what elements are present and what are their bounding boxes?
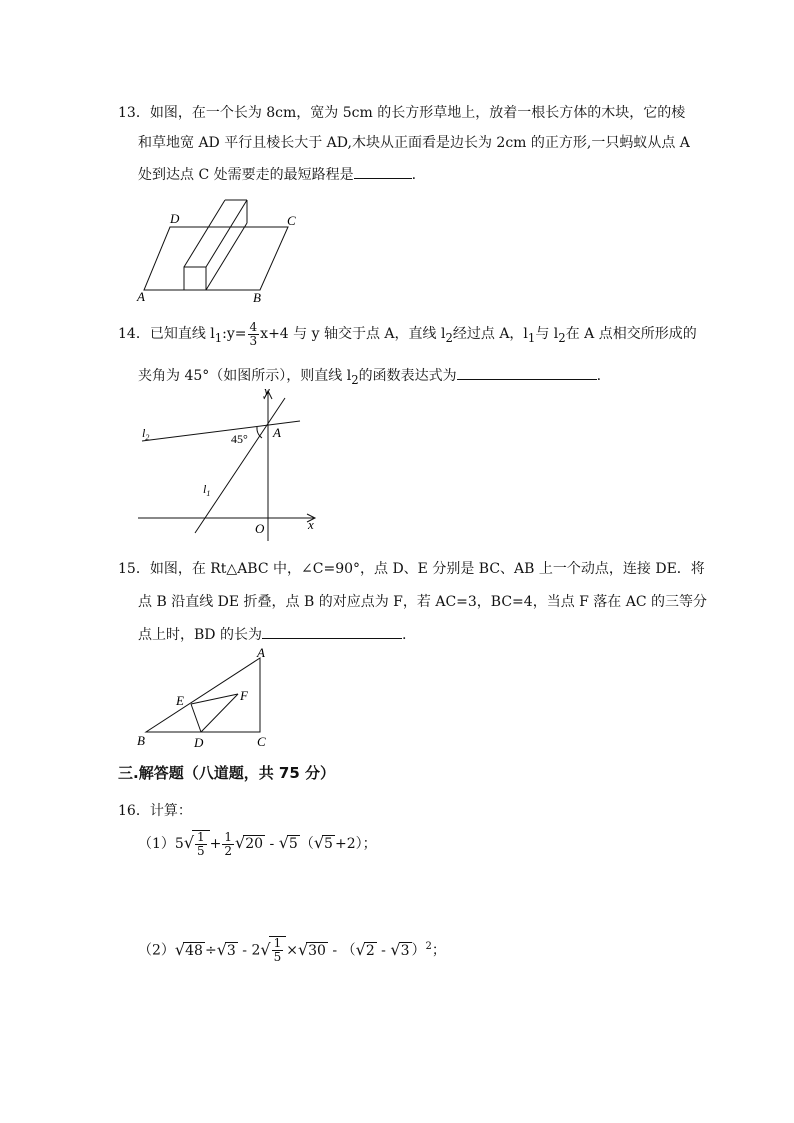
sqrt-icon: √ [355, 939, 366, 959]
q14-l2-sub: 2 [145, 433, 150, 442]
q13-end: . [411, 167, 417, 183]
q14-l2-letter: l [142, 426, 146, 440]
q15-label-e: E [176, 693, 184, 708]
q16-p2-r3: 3 [226, 942, 236, 959]
q16-p1-r20: 20 [245, 836, 264, 852]
q14-end: . [596, 368, 602, 384]
q14-angle-label: 45° [231, 432, 248, 446]
q14-figure [135, 383, 325, 543]
q13-label-c: C [287, 213, 296, 228]
q16-part-1 [138, 826, 377, 861]
q16-p1-half-den: 2 [224, 843, 233, 858]
sqrt-icon: √ [235, 833, 246, 852]
sqrt-icon: √ [313, 833, 325, 852]
q14-text-e: 与 l [535, 326, 559, 342]
q14-label-a: A [273, 425, 281, 440]
q14-text-c: x+4 与 y 轴交于点 A，直线 l [260, 326, 446, 342]
q15-line-3-text: 点上时，BD 的长为 [138, 627, 262, 643]
sqrt-icon: √ [260, 939, 271, 959]
q14-sub-5: 2 [351, 372, 359, 387]
q14-frac-den: 3 [249, 333, 258, 348]
section-3-heading: 三.解答题（八道题，共 75 分） [118, 764, 336, 782]
q15-label-b: B [137, 733, 145, 748]
q15-answer-blank[interactable] [262, 623, 402, 639]
q15-line-1: 15．如图，在 Rt△ABC 中，∠C=90°，点 D、E 分别是 BC、AB 上一个动点，连接 DE．将 [118, 561, 705, 577]
q15-line-2: 点 B 沿直线 DE 折叠，点 B 的对应点为 F，若 AC=3，BC=4，当点 F 落在 AC 的三等分 [138, 594, 708, 610]
q14-l1-letter: l [203, 482, 207, 496]
q16-p2-frac-den: 5 [273, 950, 282, 965]
q14-answer-blank[interactable] [457, 364, 597, 380]
q16-p1-half-num: 1 [224, 829, 233, 844]
q14-text-g: 夹角为 45°（如图所示），则直线 l [138, 368, 352, 384]
q14-fraction [248, 321, 260, 348]
q16-p1-open: （ [299, 836, 314, 852]
q16-p2-r48: 48 [185, 942, 203, 959]
q16-title: 16．计算： [118, 803, 192, 819]
q16-p1-r5b: 5 [324, 836, 333, 852]
sqrt-icon: √ [297, 939, 309, 959]
q15-end: . [401, 627, 407, 643]
q16-p1-frac-den: 5 [197, 843, 205, 858]
q14-label-l2 [142, 426, 149, 442]
q13-line-3 [138, 163, 416, 185]
q14-line-1 [118, 320, 697, 352]
q13-label-d: D [170, 211, 180, 226]
q14-label-x: x [308, 517, 314, 532]
q14-label-l1 [203, 482, 210, 498]
q16-p2-label: （2） [138, 942, 175, 959]
q14-text-d: 经过点 A，l [452, 326, 528, 342]
sqrt-icon: √ [390, 939, 401, 959]
sqrt-icon: √ [174, 939, 186, 959]
q14-text-h: 的函数表达式为 [358, 368, 457, 384]
q14-text-a: 14．已知直线 l [118, 326, 215, 342]
q13-label-a: A [137, 289, 145, 304]
q14-sub-3: 1 [527, 330, 536, 345]
q16-p1-r5: 5 [288, 836, 298, 852]
q14-text-f: 在 A 点相交所形成的 [565, 326, 697, 342]
q15-line-3 [138, 623, 406, 645]
q16-p1-frac-num: 1 [197, 829, 205, 844]
q14-l1-sub: 1 [206, 489, 211, 498]
q14-label-y: y [264, 383, 270, 398]
q16-p2-minus4: - [376, 942, 391, 959]
q16-p2-div: ÷ [204, 942, 217, 959]
q15-label-c: C [257, 734, 266, 749]
q13-line-2: 和草地宽 AD 平行且棱长大于 AD,木块从正面看是边长为 2cm 的正方形,一只蚂蚁从点 A [138, 135, 690, 151]
q15-label-d: D [194, 735, 204, 750]
q15-label-a: A [257, 645, 265, 660]
q16-part-2 [138, 930, 446, 968]
q13-line-1: 13．如图，在一个长为 8cm，宽为 5cm 的长方形草地上，放着一根长方体的木块，它的棱 [118, 105, 686, 121]
q15-label-f: F [240, 688, 248, 703]
q16-p2-r2: 2 [365, 942, 375, 959]
q13-label-b: B [253, 290, 261, 305]
q14-sub-2: 2 [445, 330, 453, 345]
q14-label-o: O [255, 521, 265, 536]
q16-p2-times: × [286, 942, 298, 959]
q16-p2-r30: 30 [308, 942, 326, 959]
q16-p2-frac-num: 1 [273, 936, 282, 951]
sqrt-icon: √ [278, 833, 289, 852]
q16-p1-plus: + [209, 836, 222, 852]
q13-answer-blank[interactable] [354, 163, 412, 179]
q16-p1-tail: +2）； [334, 836, 377, 852]
q16-p2-sup: 2 [425, 941, 432, 952]
sqrt-icon: √ [183, 833, 195, 852]
q16-p2-minus2: - 2 [237, 942, 261, 959]
sqrt-icon: √ [216, 939, 227, 959]
q13-figure [130, 195, 300, 305]
q16-p2-minus3: - （ [327, 942, 356, 959]
q13-line-3-text: 处到达点 C 处需要走的最短路程是 [138, 167, 354, 183]
q16-p2-r3b: 3 [400, 942, 410, 959]
q16-p1-minus: - [265, 836, 279, 852]
q16-p2-semi: ； [431, 942, 446, 959]
q16-p1-label: （1）5 [138, 836, 184, 852]
q14-text-b: :y= [222, 326, 247, 342]
q14-sub-1: 1 [214, 330, 223, 345]
q15-figure [132, 644, 282, 752]
q14-sub-4: 2 [558, 330, 566, 345]
q16-p2-tail: ） [411, 942, 426, 959]
q14-frac-num: 4 [249, 319, 258, 334]
